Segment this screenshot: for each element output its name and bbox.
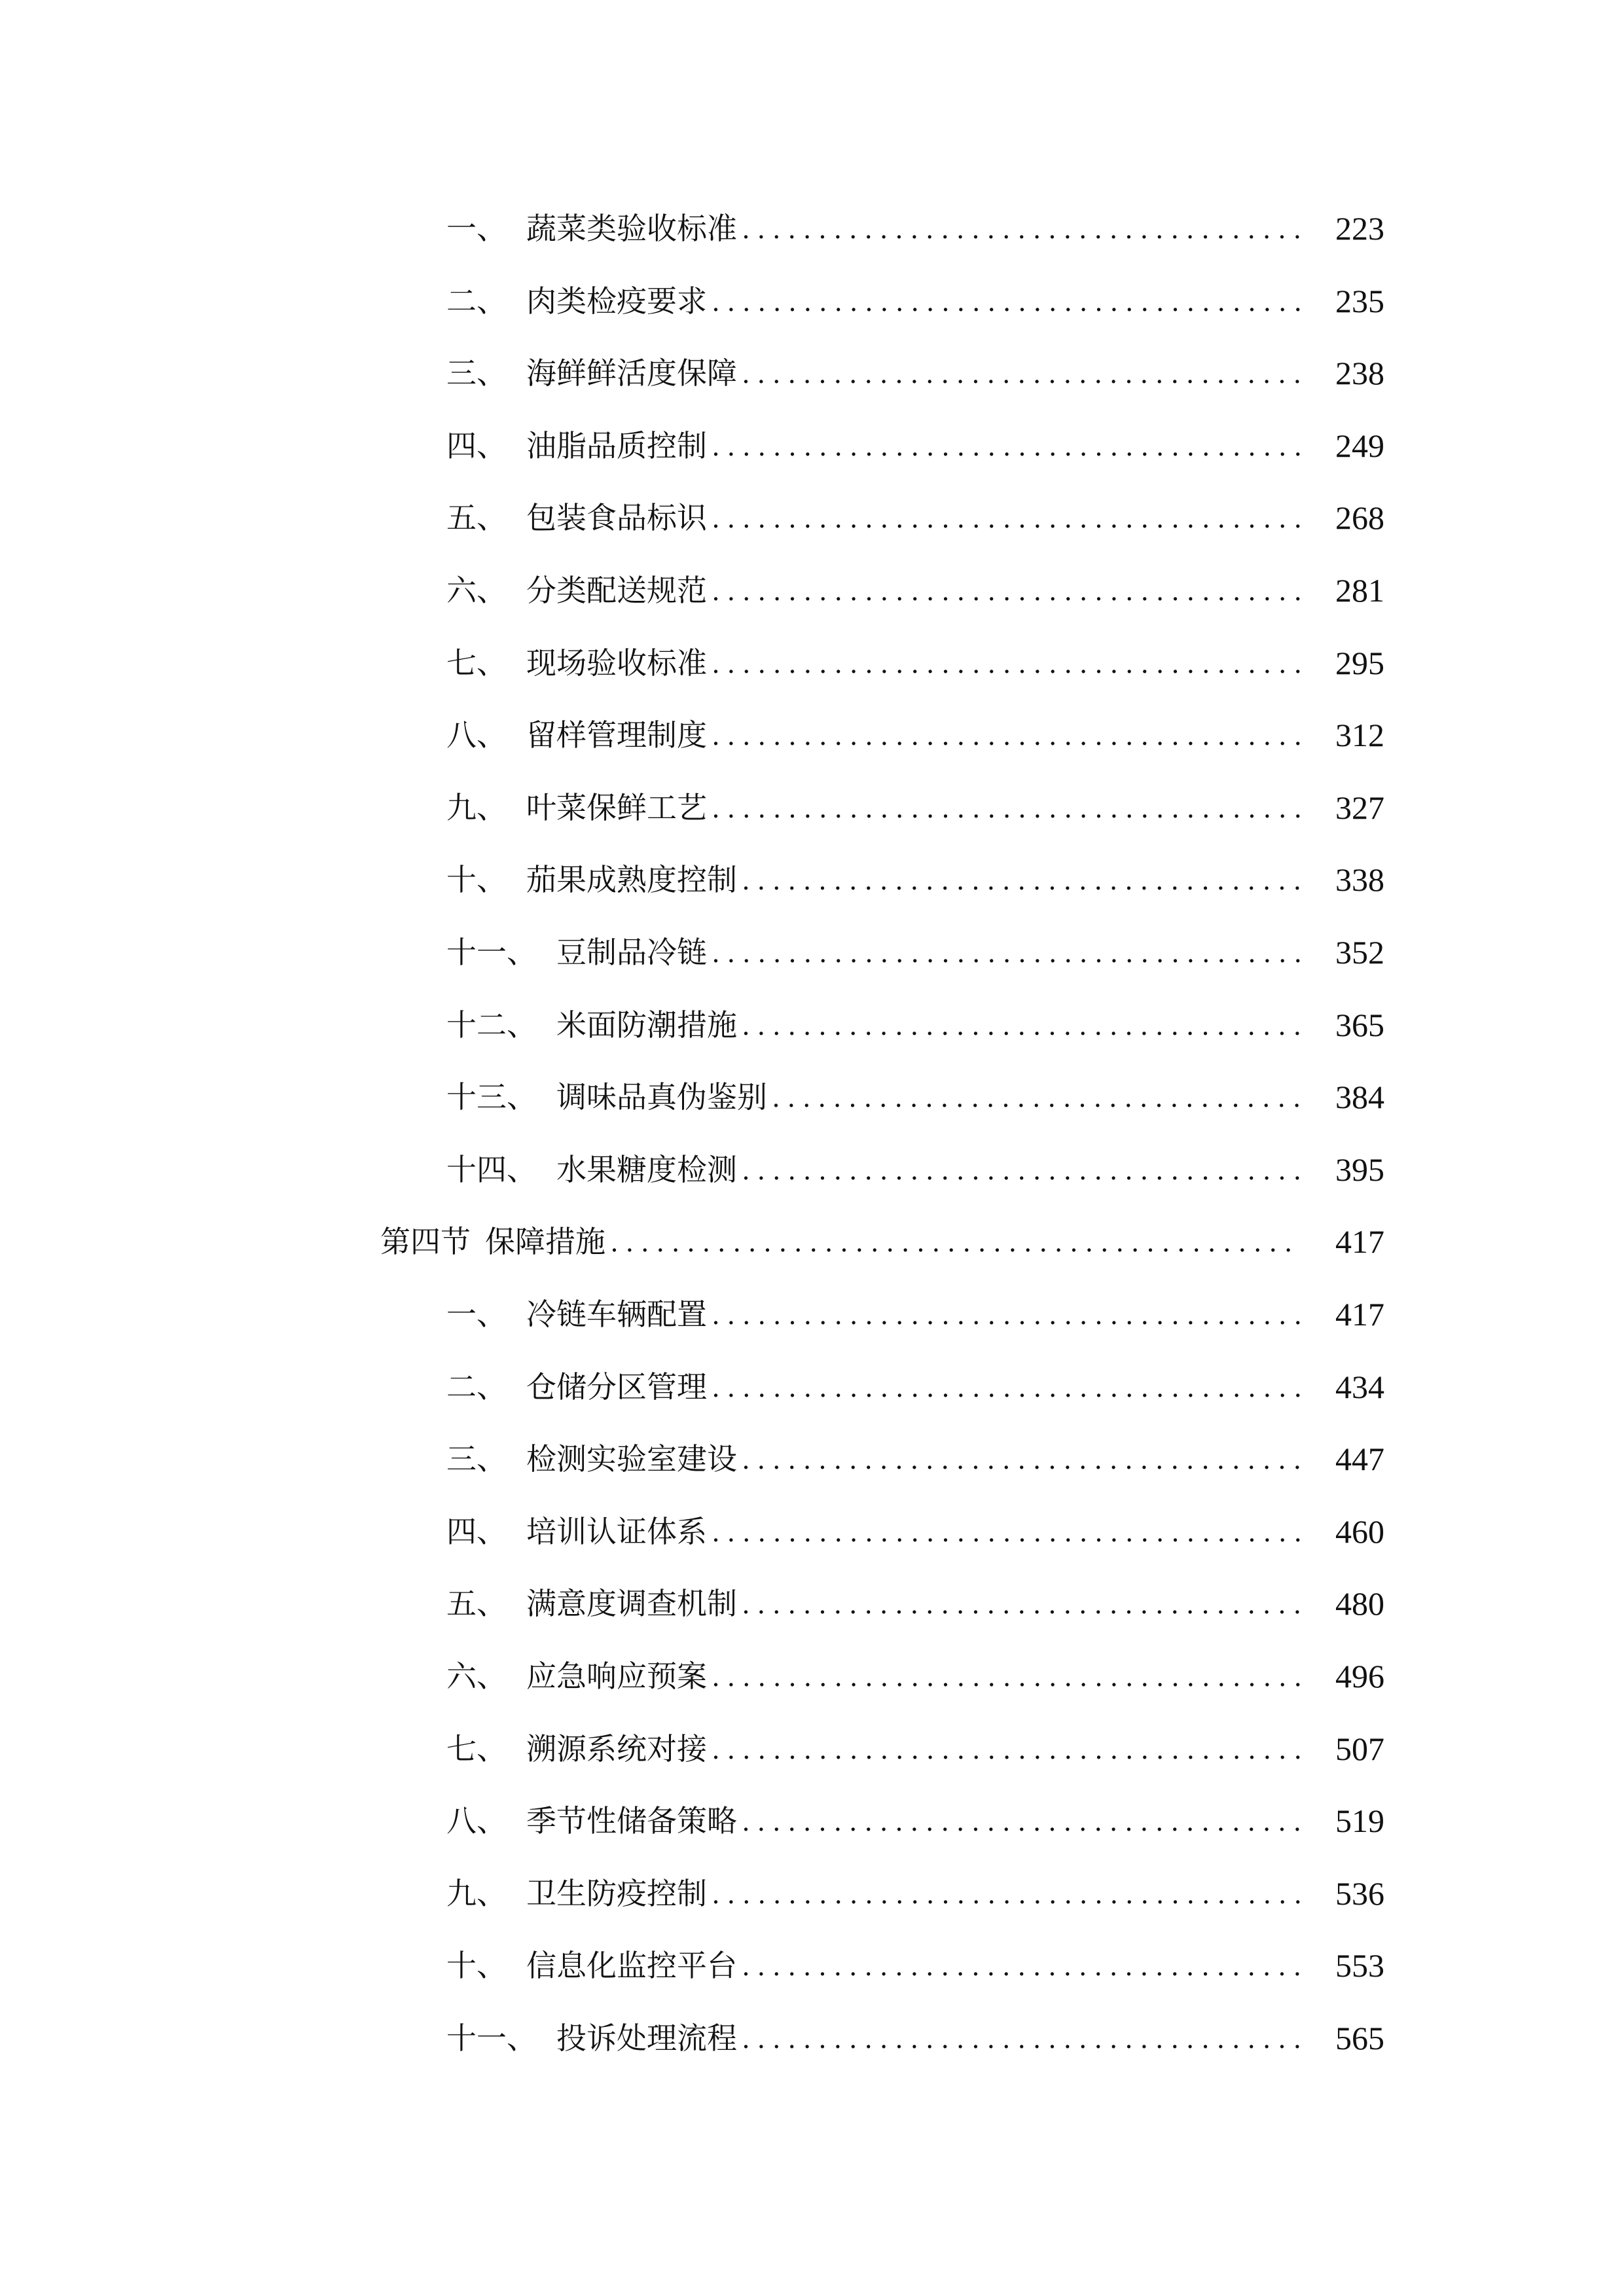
dot-leader-dots: ..................................... bbox=[742, 2022, 1309, 2054]
dot-leader bbox=[712, 1873, 1326, 1914]
toc-entry-page-number: 249 bbox=[1335, 427, 1384, 464]
toc-entry[interactable] bbox=[0, 1874, 1624, 1913]
toc-entry-title: 培训认证体系 bbox=[526, 1513, 707, 1549]
dot-leader-dots: ..................................... bbox=[742, 1805, 1309, 1838]
dot-leader bbox=[712, 497, 1326, 538]
toc-entry[interactable] bbox=[0, 643, 1624, 683]
toc-entry-page-number: 238 bbox=[1335, 355, 1384, 392]
dot-leader bbox=[712, 1729, 1326, 1769]
dot-leader-dots: ....................................... bbox=[712, 1660, 1310, 1693]
dot-leader bbox=[712, 425, 1326, 466]
toc-entry[interactable] bbox=[0, 788, 1624, 827]
toc-entry[interactable] bbox=[0, 1367, 1624, 1407]
dot-leader bbox=[712, 932, 1326, 973]
dot-leader bbox=[742, 353, 1326, 393]
dot-leader-dots: ....................................... bbox=[712, 502, 1310, 535]
toc-entry-title: 肉类检疫要求 bbox=[526, 283, 707, 319]
toc-entry-page-number: 417 bbox=[1335, 1296, 1384, 1333]
dot-leader bbox=[712, 787, 1326, 828]
toc-entry-page-number: 312 bbox=[1335, 717, 1384, 754]
toc-entry-page-number: 223 bbox=[1335, 210, 1384, 247]
toc-entry-number: 四、 bbox=[446, 1513, 507, 1549]
dot-leader-dots: ....................................... bbox=[712, 647, 1310, 679]
toc-entry-number: 十、 bbox=[446, 862, 507, 898]
toc-entry-page-number: 365 bbox=[1335, 1006, 1384, 1043]
toc-entry-number: 十三、 bbox=[446, 1079, 537, 1115]
toc-entry[interactable] bbox=[0, 933, 1624, 972]
dot-leader bbox=[742, 1149, 1326, 1190]
toc-entry-number: 五、 bbox=[446, 1586, 507, 1622]
toc-entry-title: 信息化监控平台 bbox=[526, 1948, 737, 1984]
dot-leader-dots: ....................................... bbox=[712, 285, 1310, 317]
dot-leader-dots: ....................................... bbox=[712, 719, 1310, 752]
toc-entry-page-number: 384 bbox=[1335, 1079, 1384, 1116]
toc-entry-number: 十、 bbox=[446, 1948, 507, 1984]
dot-leader bbox=[712, 1367, 1326, 1407]
dot-leader-dots: ....................................... bbox=[712, 1732, 1310, 1765]
toc-entry-title: 包装食品标识 bbox=[526, 500, 707, 536]
toc-entry[interactable] bbox=[0, 1512, 1624, 1551]
toc-entry-title: 叶菜保鲜工艺 bbox=[526, 789, 707, 825]
toc-entry-number: 八、 bbox=[446, 1803, 507, 1839]
dot-leader bbox=[712, 1656, 1326, 1696]
toc-entry-number: 一、 bbox=[446, 211, 507, 246]
toc-entry[interactable] bbox=[0, 1005, 1624, 1045]
toc-entry-title: 调味品真伪鉴别 bbox=[556, 1079, 767, 1115]
toc-entry-title: 蔬菜类验收标准 bbox=[526, 211, 737, 246]
dot-leader-dots: ................................... bbox=[772, 1081, 1308, 1114]
toc-entry-number: 九、 bbox=[446, 789, 507, 825]
toc-entry-number: 二、 bbox=[446, 283, 507, 319]
dot-leader-dots: ..................................... bbox=[742, 357, 1309, 390]
toc-entry-number: 二、 bbox=[446, 1369, 507, 1405]
toc-entry[interactable] bbox=[0, 209, 1624, 248]
dot-leader bbox=[611, 1221, 1326, 1262]
dot-leader bbox=[712, 570, 1326, 611]
dot-leader bbox=[712, 643, 1326, 683]
toc-entry-number: 七、 bbox=[446, 645, 507, 681]
toc-entry-title: 应急响应预案 bbox=[526, 1659, 707, 1694]
dot-leader-dots: ..................................... bbox=[742, 1588, 1309, 1621]
toc-entry-page-number: 434 bbox=[1335, 1368, 1384, 1405]
toc-entry-title: 冷链车辆配置 bbox=[526, 1297, 707, 1332]
toc-entry-title: 油脂品质控制 bbox=[526, 427, 707, 463]
toc-entry[interactable] bbox=[0, 1657, 1624, 1696]
dot-leader-dots: ..................................... bbox=[742, 213, 1309, 245]
toc-entry-title: 茄果成熟度控制 bbox=[526, 862, 737, 898]
toc-entry[interactable] bbox=[0, 353, 1624, 393]
toc-entry-title: 米面防潮措施 bbox=[556, 1007, 737, 1043]
toc-entry-title: 满意度调查机制 bbox=[526, 1586, 737, 1622]
toc-entry-page-number: 536 bbox=[1335, 1874, 1384, 1912]
toc-entry-page-number: 480 bbox=[1335, 1585, 1384, 1623]
toc-entry-number: 十四、 bbox=[446, 1151, 537, 1187]
dot-leader bbox=[742, 1439, 1326, 1479]
dot-leader-dots: ....................................... bbox=[712, 1299, 1310, 1331]
toc-entry-number: 四、 bbox=[446, 427, 507, 463]
toc-entry-page-number: 496 bbox=[1335, 1658, 1384, 1695]
dot-leader-dots: ..................................... bbox=[742, 864, 1309, 897]
toc-entry-page-number: 519 bbox=[1335, 1803, 1384, 1840]
toc-entry-page-number: 565 bbox=[1335, 2020, 1384, 2056]
toc-entry-number: 十一、 bbox=[446, 2020, 537, 2056]
toc-entry-page-number: 417 bbox=[1335, 1223, 1384, 1261]
dot-leader-dots: ....................................... bbox=[712, 1515, 1310, 1548]
dot-leader bbox=[742, 859, 1326, 900]
toc-entry-title: 卫生防疫控制 bbox=[526, 1875, 707, 1911]
dot-leader-dots: ....................................... bbox=[712, 1877, 1310, 1910]
dot-leader bbox=[772, 1077, 1326, 1117]
toc-entry-page-number: 553 bbox=[1335, 1947, 1384, 1984]
toc-entry-number: 九、 bbox=[446, 1875, 507, 1911]
toc-entry-page-number: 447 bbox=[1335, 1441, 1384, 1478]
toc-entry[interactable] bbox=[0, 1801, 1624, 1840]
dot-leader bbox=[742, 2018, 1326, 2058]
dot-leader-dots: ..................................... bbox=[742, 1950, 1309, 1982]
toc-entry-page-number: 235 bbox=[1335, 282, 1384, 319]
dot-leader-dots: ..................................... bbox=[742, 1153, 1309, 1186]
toc-entry-page-number: 295 bbox=[1335, 644, 1384, 681]
dot-leader bbox=[742, 208, 1326, 249]
toc-entry-title: 投诉处理流程 bbox=[556, 2020, 737, 2056]
dot-leader-dots: ..................................... bbox=[742, 1009, 1309, 1041]
dot-leader-dots: ....................................... bbox=[712, 429, 1310, 462]
toc-entry-page-number: 460 bbox=[1335, 1513, 1384, 1550]
toc-entry-title: 仓储分区管理 bbox=[526, 1369, 707, 1405]
toc-entry-title: 溯源系统对接 bbox=[526, 1731, 707, 1767]
dot-leader-dots: ....................................... bbox=[712, 937, 1310, 969]
dot-leader-dots: ....................................... bbox=[712, 791, 1310, 824]
toc-entry[interactable] bbox=[0, 1295, 1624, 1334]
toc-entry-title: 海鲜鲜活度保障 bbox=[526, 355, 737, 391]
toc-entry-number: 八、 bbox=[446, 717, 507, 753]
toc-entry[interactable] bbox=[0, 498, 1624, 537]
toc-entry-number: 十二、 bbox=[446, 1007, 537, 1043]
dot-leader-dots: ..................................... bbox=[742, 1443, 1309, 1476]
dot-leader bbox=[742, 1583, 1326, 1624]
toc-entry[interactable] bbox=[0, 715, 1624, 755]
toc-entry-number: 六、 bbox=[446, 1659, 507, 1694]
toc-entry-title: 保障措施 bbox=[485, 1224, 605, 1260]
dot-leader bbox=[742, 1801, 1326, 1841]
toc-entry-number: 三、 bbox=[446, 355, 507, 391]
dot-leader bbox=[712, 1294, 1326, 1335]
toc-entry-page-number: 395 bbox=[1335, 1151, 1384, 1188]
dot-leader-dots: ....................................... bbox=[712, 1371, 1310, 1403]
toc-entry-title: 豆制品冷链 bbox=[556, 935, 707, 970]
toc-entry-title: 留样管理制度 bbox=[526, 717, 707, 753]
toc-entry[interactable] bbox=[0, 1946, 1624, 1985]
toc-entry[interactable] bbox=[0, 1150, 1624, 1189]
toc-entry-number: 七、 bbox=[446, 1731, 507, 1767]
toc-entry[interactable] bbox=[0, 1439, 1624, 1479]
toc-entry[interactable] bbox=[0, 1729, 1624, 1768]
toc-entry-page-number: 507 bbox=[1335, 1730, 1384, 1767]
dot-leader bbox=[712, 715, 1326, 755]
toc-entry[interactable] bbox=[0, 2018, 1624, 2058]
toc-entry-title: 现场验收标准 bbox=[526, 645, 707, 681]
toc-entry-title: 季节性储备策略 bbox=[526, 1803, 737, 1839]
toc-entry[interactable] bbox=[0, 860, 1624, 899]
toc-entry-page-number: 352 bbox=[1335, 934, 1384, 971]
dot-leader bbox=[712, 281, 1326, 321]
toc-entry-number: 第四节 bbox=[380, 1224, 471, 1260]
dot-leader bbox=[742, 1005, 1326, 1045]
toc-entry-page-number: 281 bbox=[1335, 572, 1384, 609]
toc-entry-number: 五、 bbox=[446, 500, 507, 536]
dot-leader bbox=[742, 1945, 1326, 1986]
dot-leader bbox=[712, 1511, 1326, 1552]
toc-entry[interactable] bbox=[0, 281, 1624, 321]
toc-entry-title: 水果糖度检测 bbox=[556, 1151, 737, 1187]
toc-entry-number: 一、 bbox=[446, 1297, 507, 1332]
toc-entry-page-number: 327 bbox=[1335, 789, 1384, 826]
toc-entry-number: 十一、 bbox=[446, 935, 537, 970]
toc-entry[interactable] bbox=[0, 571, 1624, 610]
toc-entry[interactable] bbox=[0, 1584, 1624, 1623]
dot-leader-dots: ....................................... bbox=[712, 575, 1310, 607]
toc-entry-number: 六、 bbox=[446, 573, 507, 608]
toc-entry-page-number: 268 bbox=[1335, 499, 1384, 537]
toc-entry[interactable] bbox=[0, 1077, 1624, 1117]
toc-section-entry[interactable] bbox=[0, 1222, 1624, 1261]
dot-leader-dots: ............................................. bbox=[611, 1226, 1300, 1259]
toc-entry-title: 检测实验室建设 bbox=[526, 1441, 737, 1477]
toc-entry[interactable] bbox=[0, 426, 1624, 465]
toc-entry-title: 分类配送规范 bbox=[526, 573, 707, 608]
toc-entry-page-number: 338 bbox=[1335, 861, 1384, 899]
toc-entry-number: 三、 bbox=[446, 1441, 507, 1477]
